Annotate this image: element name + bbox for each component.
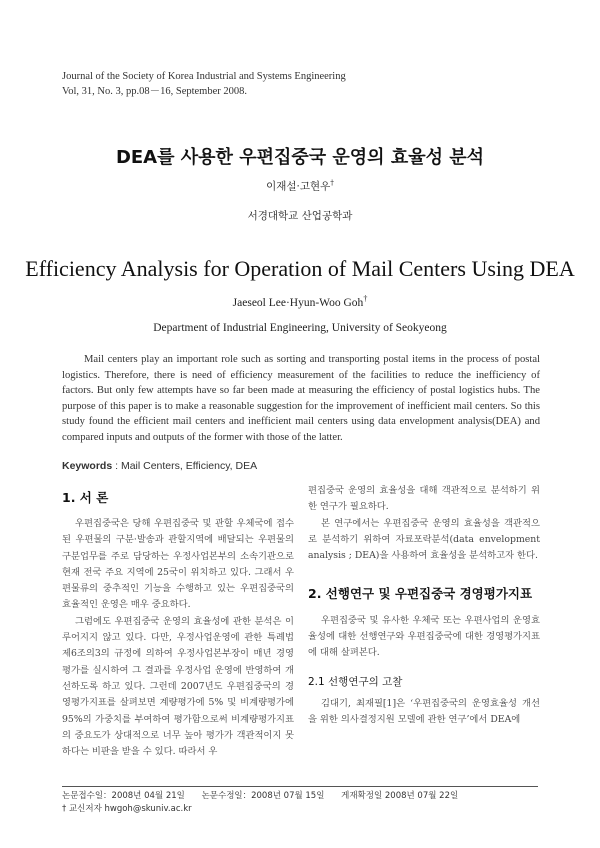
authors-korean bbox=[0, 178, 600, 194]
paragraph: 우편집중국은 당해 우편집중국 및 관할 우체국에 접수된 우편물의 구분·발송과 관할지역에 배달되는 우편물의 구분업무를 주로 담당하는 우정사업본부의 소속기관으로 현재 전국 주요 지역에 25국이 위치하고 있다. 그래서 우편물류의 중추적인 기능을 수행하고 있는 우편집중국의 효율적인 운영은 매우 중요하다. bbox=[62, 518, 294, 611]
journal-header bbox=[62, 69, 346, 99]
accepted-date: 게재확정일 2008년 07월 22일 bbox=[341, 791, 459, 801]
received-date: 논문접수일：2008년 04월 21일 bbox=[62, 791, 185, 801]
affiliation-english: Department of Industrial Engineering, University of Seokyeong bbox=[153, 322, 447, 334]
affiliation-korean: 서경대학교 산업공학과 bbox=[247, 210, 353, 222]
footer-divider bbox=[62, 786, 538, 787]
title-korean: DEA를 사용한 우편집중국 운영의 효율성 분석 bbox=[115, 147, 485, 168]
section-2-heading: 2. 선행연구 및 우편집중국 경영평가지표 bbox=[308, 586, 533, 602]
keywords-value: : Mail Centers, Efficiency, DEA bbox=[115, 460, 258, 472]
corresponding-mark: † bbox=[330, 178, 334, 187]
left-column bbox=[62, 516, 294, 760]
keywords bbox=[62, 460, 257, 472]
paragraph: 그럼에도 우편집중국 운영의 효율성에 관한 분석은 이루어지지 않고 있다. 다만, 우정사업운영에 관한 특례법 제6조의3의 규정에 의하여 우정사업본부장이 매년 경영평가를 실시하여 그 결과를 우정사업 운영에 반영하여 개선하도록 하고 있다. 그런데 2007년도 우편집중국의 경영평가지표를 살펴보면 계량평가에 5% 및 비계량평가에 95%의 가중치를 부여하여 평가함으로써 비계량평가지표의 중요도가 상대적으로 너무 높아 평가가 객관적이지 못하다는 비판을 받을 수 있다. 따라서 우 bbox=[62, 615, 294, 758]
keywords-label: Keywords bbox=[62, 460, 113, 472]
title-english: Efficiency Analysis for Operation of Mail Centers Using DEA bbox=[25, 256, 575, 281]
journal-name: Journal of the Society of Korea Industrial and Systems Engineering bbox=[62, 71, 346, 82]
section-2-1-heading: 2.1 선행연구의 고찰 bbox=[308, 675, 403, 688]
corresponding-author: † 교신저자 hwgoh@skuniv.ac.kr bbox=[62, 804, 192, 814]
journal-volume: Vol, 31, No. 3, pp.08－16, September 2008. bbox=[62, 86, 248, 97]
authors-english bbox=[0, 294, 600, 309]
section-1-heading: 1. 서 론 bbox=[62, 490, 109, 505]
footer-dates bbox=[62, 790, 472, 803]
abstract bbox=[62, 352, 540, 445]
paragraph: 김대기, 최재필[1]은 ‘우편집중국의 운영효율성 개선을 위한 의사결정지원 모델에 관한 연구’에서 DEA에 bbox=[308, 697, 540, 726]
right-column bbox=[308, 483, 540, 729]
corresponding-mark-en: † bbox=[363, 294, 368, 303]
revised-date: 논문수정일：2008년 07월 15일 bbox=[201, 791, 325, 801]
authors-english-names: Jaeseol Lee·Hyun-Woo Goh bbox=[232, 296, 364, 309]
abstract-text: Mail centers play an important role such as sorting and transporting postal items in the process of postal logistics. Therefore, there is need of efficiency measurement of the facilities to reduce the inefficiency of factors. But only few attempts have so far been made at measuring the efficiency of postal logistics hubs. The purpose of this paper is to make a reasonable suggestion for the improvement of inefficient mail centers. So this study found the efficient mail centers and inefficient mail centers using data envelopment analysis(DEA) and compared inputs and outputs of the former with those of the latter. bbox=[62, 354, 540, 443]
authors-korean-names: 이재설·고현우 bbox=[266, 180, 331, 193]
footer-notes bbox=[62, 790, 472, 816]
paragraph: 본 연구에서는 우편집중국 운영의 효율성을 객관적으로 분석하기 위하여 자료포락분석(data envelopment analysis ; DEA)을 사용하여 효율성을 분석하고자 한다. bbox=[308, 517, 540, 562]
paragraph: 편집중국 운영의 효율성을 대해 객관적으로 분석하기 위한 연구가 필요하다. bbox=[308, 485, 540, 513]
paragraph: 우편집중국 및 유사한 우체국 또는 우편사업의 운영효율성에 대한 선행연구와 우편집중국에 대한 경영평가지표에 대해 살펴본다. bbox=[308, 614, 540, 659]
